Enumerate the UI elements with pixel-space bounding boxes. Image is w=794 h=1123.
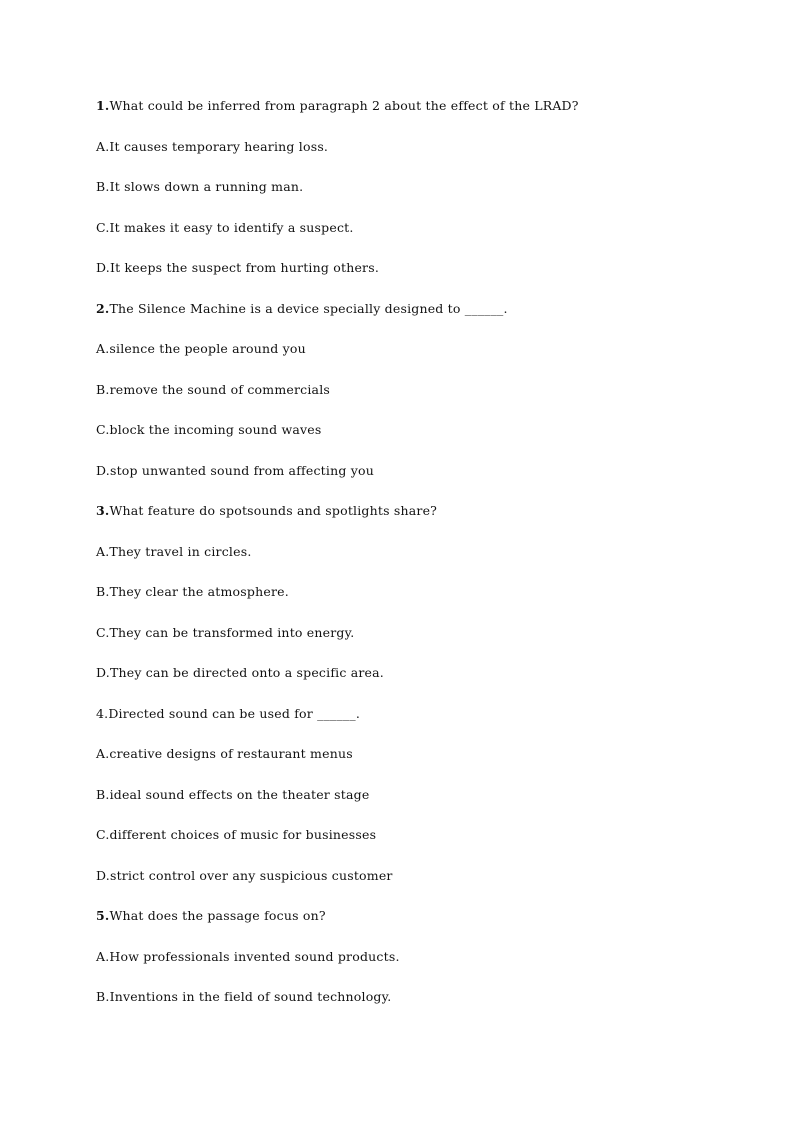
option-letter: C. — [96, 624, 110, 640]
option-text: Inventions in the field of sound technology. — [109, 989, 392, 1004]
option-text: It causes temporary hearing loss. — [109, 138, 329, 154]
option-1a — [96, 137, 736, 178]
question-text: Directed sound can be used for ______. — [108, 705, 360, 721]
option-3a — [96, 542, 736, 583]
option-letter: D. — [96, 867, 110, 883]
option-text: They clear the atmosphere. — [109, 584, 289, 599]
option-text: It keeps the suspect from hurting others. — [109, 260, 380, 275]
question-3 — [96, 501, 736, 542]
question-text: What could be inferred from paragraph 2 about the effect of the LRAD? — [109, 98, 579, 113]
question-5 — [96, 906, 736, 947]
option-letter: A. — [96, 341, 110, 356]
question-text: The Silence Machine is a device specially designed to ______. — [109, 300, 508, 316]
option-text: creative designs of restaurant menus — [109, 746, 353, 761]
question-number: 3. — [96, 503, 110, 518]
question-number: 5. — [96, 908, 110, 923]
option-letter: B. — [96, 989, 110, 1004]
option-text: ideal sound effects on the theater stage — [109, 786, 370, 802]
option-text: strict control over any suspicious customer — [109, 867, 393, 883]
option-2c — [96, 420, 736, 461]
option-5b — [96, 987, 736, 1028]
document-page — [96, 96, 736, 1028]
option-text: different choices of music for businesses — [109, 827, 377, 842]
option-letter: A. — [96, 746, 110, 761]
option-letter: A. — [96, 138, 110, 154]
question-number: 4. — [96, 705, 109, 721]
option-text: stop unwanted sound from affecting you — [109, 462, 374, 478]
option-letter: D. — [96, 462, 110, 478]
option-letter: D. — [96, 665, 110, 680]
option-text: silence the people around you — [109, 341, 306, 356]
option-letter: B. — [96, 786, 110, 802]
option-letter: B. — [96, 381, 110, 397]
question-4 — [96, 704, 736, 745]
option-4b — [96, 785, 736, 826]
option-letter: C. — [96, 422, 110, 437]
option-letter: C. — [96, 219, 110, 235]
option-text: They can be directed onto a specific area. — [109, 665, 384, 680]
option-3c — [96, 623, 736, 664]
option-5a — [96, 947, 736, 988]
question-text: What feature do spotsounds and spotlights share? — [109, 503, 438, 518]
option-3d — [96, 663, 736, 704]
option-letter: A. — [96, 543, 110, 559]
option-2a — [96, 339, 736, 380]
option-1c — [96, 218, 736, 259]
option-text: They can be transformed into energy. — [109, 624, 355, 640]
option-letter: C. — [96, 827, 110, 842]
option-letter: A. — [96, 948, 110, 964]
option-2b — [96, 380, 736, 421]
option-text: They travel in circles. — [109, 543, 252, 559]
question-1 — [96, 96, 736, 137]
option-text: remove the sound of commercials — [109, 381, 331, 397]
question-text: What does the passage focus on? — [109, 908, 326, 923]
option-4d — [96, 866, 736, 907]
option-text: It slows down a running man. — [109, 179, 304, 194]
question-number: 1. — [96, 98, 110, 113]
option-2d — [96, 461, 736, 502]
option-4c — [96, 825, 736, 866]
option-letter: B. — [96, 179, 110, 194]
option-3b — [96, 582, 736, 623]
option-text: How professionals invented sound products. — [109, 948, 400, 964]
option-letter: D. — [96, 260, 110, 275]
option-letter: B. — [96, 584, 110, 599]
option-4a — [96, 744, 736, 785]
option-1d — [96, 258, 736, 299]
option-text: It makes it easy to identify a suspect. — [109, 219, 354, 235]
option-1b — [96, 177, 736, 218]
option-text: block the incoming sound waves — [109, 422, 322, 437]
question-2 — [96, 299, 736, 340]
question-number: 2. — [96, 300, 110, 316]
